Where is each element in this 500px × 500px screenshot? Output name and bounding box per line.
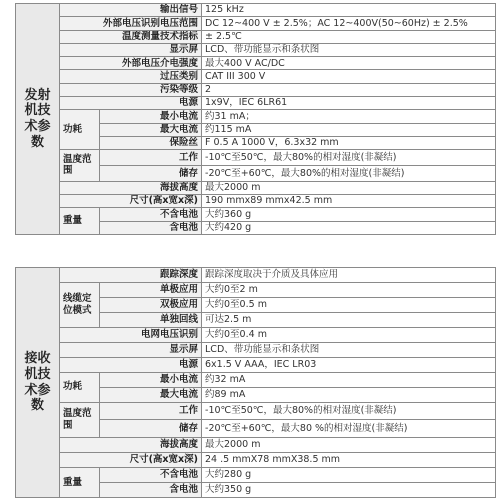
row-value: -10℃至50℃，最大80%的相对湿度(非凝结)	[202, 402, 496, 420]
row-value: 6x1.5 V AAA，IEC LR03	[202, 357, 496, 372]
row-value: LCD、带功能显示和条状图	[202, 43, 496, 56]
row-value: 可达2.5 m	[202, 312, 496, 327]
group-label-temp-range: 温度范围	[60, 150, 100, 181]
receiver-section-label: 接收机技术参数	[16, 268, 60, 498]
row-value: -20℃至+60℃，最大80%的相对湿度(非凝结)	[202, 165, 496, 181]
group-label-temp-range: 温度范围	[60, 402, 100, 437]
table-row	[16, 438, 496, 453]
row-value: 最大2000 m	[202, 438, 496, 453]
row-value: 约31 mA；	[202, 110, 496, 123]
row-value: ± 2.5℃	[202, 30, 496, 43]
group-label-weight: 重量	[60, 467, 100, 497]
row-label: 海拔高度	[60, 181, 202, 194]
row-label: 海拔高度	[60, 438, 202, 453]
row-label: 温度测量技术指标	[60, 30, 202, 43]
row-value: 大约420 g	[202, 221, 496, 235]
row-label: 尺寸(高x宽x深)	[60, 452, 202, 467]
group-label-weight: 重量	[60, 208, 100, 235]
row-value: 约115 mA	[202, 123, 496, 136]
row-label: 双极应用	[100, 297, 202, 312]
table-row	[16, 43, 496, 56]
table-row	[16, 97, 496, 110]
row-value: 最大2000 m	[202, 181, 496, 194]
table-row	[16, 327, 496, 342]
row-label: 含电池	[100, 221, 202, 235]
transmitter-spec-table	[15, 3, 496, 235]
table-row	[16, 342, 496, 357]
row-label: 不含电池	[100, 467, 202, 482]
table-row	[16, 357, 496, 372]
row-label: 外部电压识别电压范围	[60, 17, 202, 30]
table-row	[16, 110, 496, 123]
row-label: 电源	[60, 97, 202, 110]
row-value: 约89 mA	[202, 387, 496, 402]
row-value: 190 mmx89 mmx42.5 mm	[202, 194, 496, 207]
table-row	[16, 194, 496, 207]
table-row	[16, 30, 496, 43]
row-label: 工作	[100, 150, 202, 166]
row-value: 125 kHz	[202, 4, 496, 17]
row-label: 输出信号	[60, 4, 202, 17]
table-row	[16, 402, 496, 420]
row-label: 最大电流	[100, 123, 202, 136]
row-value: DC 12~400 V ± 2.5%；AC 12~400V(50~60Hz) ± 2.5%	[202, 17, 496, 30]
row-label: 外部电压介电强度	[60, 57, 202, 70]
row-value: 约32 mA	[202, 372, 496, 387]
table-row	[16, 57, 496, 70]
table-row	[16, 268, 496, 283]
table-row	[16, 372, 496, 387]
group-label-power: 功耗	[60, 372, 100, 402]
row-label: 单极应用	[100, 282, 202, 297]
row-value: F 0.5 A 1000 V，6.3x32 mm	[202, 136, 496, 149]
row-label: 含电池	[100, 482, 202, 497]
row-value: 1x9V，IEC 6LR61	[202, 97, 496, 110]
row-value: -10℃至50℃，最大80%的相对湿度(非凝结)	[202, 150, 496, 166]
row-label: 电网电压识别	[60, 327, 202, 342]
row-value: 24 .5 mmX78 mmX38.5 mm	[202, 452, 496, 467]
row-value: 大约360 g	[202, 208, 496, 221]
row-value: 大约280 g	[202, 467, 496, 482]
row-value: CAT III 300 V	[202, 70, 496, 83]
table-row	[16, 208, 496, 221]
row-value: 2	[202, 83, 496, 96]
row-label: 过压类别	[60, 70, 202, 83]
table-row	[16, 70, 496, 83]
transmitter-section-label: 发射机技术参数	[16, 4, 60, 235]
row-label: 污染等级	[60, 83, 202, 96]
table-row	[16, 4, 496, 17]
row-label: 工作	[100, 402, 202, 420]
row-label: 最大电流	[100, 387, 202, 402]
row-value: -20℃至+60℃，最大80 %的相对湿度(非凝结)	[202, 420, 496, 438]
row-value: 大约0至0.5 m	[202, 297, 496, 312]
row-label: 电源	[60, 357, 202, 372]
row-value: 大约0至0.4 m	[202, 327, 496, 342]
receiver-spec-table	[15, 267, 496, 498]
row-label: 显示屏	[60, 43, 202, 56]
table-row	[16, 282, 496, 297]
row-value: 大约350 g	[202, 482, 496, 497]
row-label: 尺寸(高x宽x深)	[60, 194, 202, 207]
row-label: 跟踪深度	[60, 268, 202, 283]
group-label-power: 功耗	[60, 110, 100, 150]
row-label: 最小电流	[100, 372, 202, 387]
table-row	[16, 467, 496, 482]
row-value: LCD、带功能显示和条状图	[202, 342, 496, 357]
row-label: 最小电流	[100, 110, 202, 123]
row-label: 单独回线	[100, 312, 202, 327]
table-row	[16, 452, 496, 467]
row-label: 不含电池	[100, 208, 202, 221]
table-row	[16, 17, 496, 30]
row-value: 大约0至2 m	[202, 282, 496, 297]
row-label: 储存	[100, 165, 202, 181]
row-value: 最大400 V AC/DC	[202, 57, 496, 70]
row-label: 储存	[100, 420, 202, 438]
row-label: 保险丝	[100, 136, 202, 149]
row-label: 显示屏	[60, 342, 202, 357]
group-label-line-mode: 线缆定位模式	[60, 282, 100, 327]
row-value: 跟踪深度取决于介质及具体应用	[202, 268, 496, 283]
table-row	[16, 181, 496, 194]
table-row	[16, 83, 496, 96]
table-row	[16, 150, 496, 166]
